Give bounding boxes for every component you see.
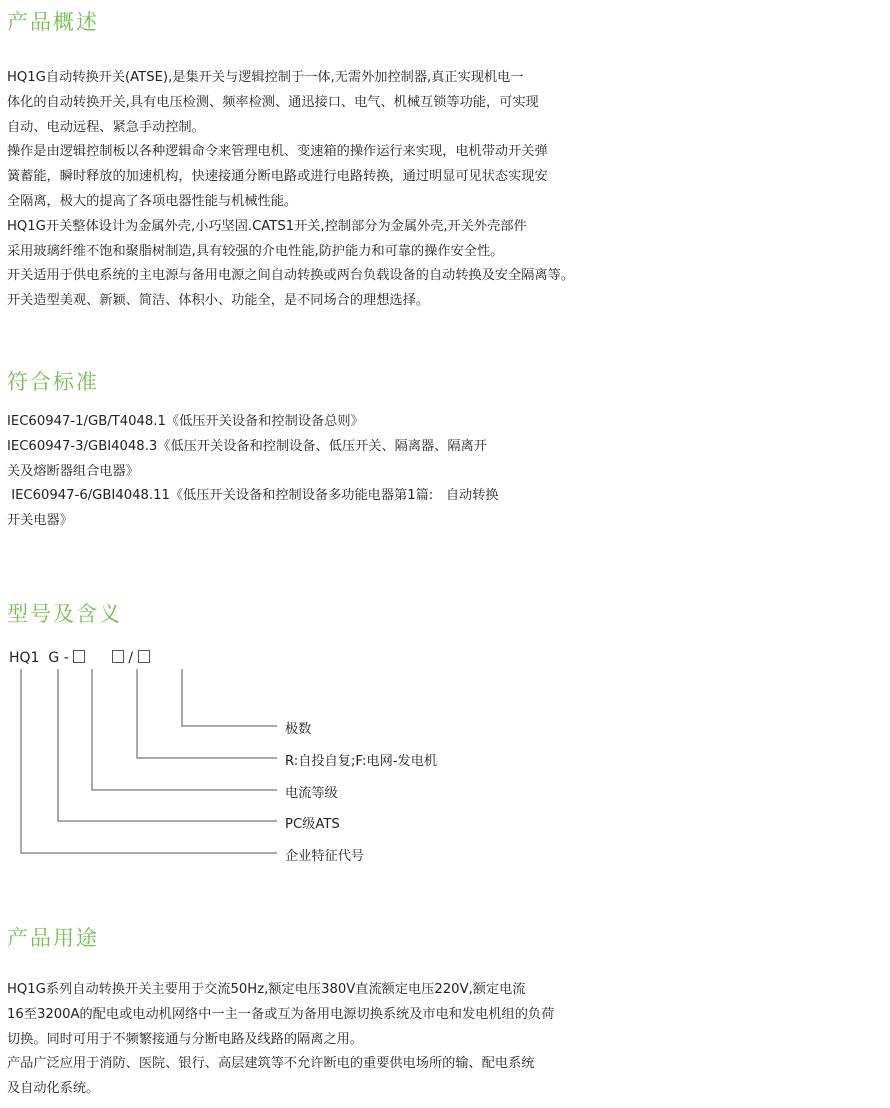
text-line: 采用玻璃纤维不饱和聚脂树制造,具有较强的介电性能,防护能力和可靠的操作安全性。	[7, 243, 504, 259]
leader-line-poles	[182, 669, 277, 726]
legend-current: 电流等级	[285, 786, 338, 801]
standard-line: 关及熔断器组合电器》	[7, 463, 139, 479]
text-line: 操作是由逻辑控制板以各种逻辑命令来管理电机、变速箱的操作运行来实现，电机带动开关弹	[7, 144, 548, 160]
code-dash: -	[63, 650, 69, 666]
leader-line-current	[92, 669, 277, 790]
standard-line: 开关电器》	[7, 513, 73, 529]
text-line: HQ1G自动转换开关(ATSE),是集开关与逻辑控制于一体,无需外加控制器,真正实现机电一	[7, 70, 524, 85]
text-line: 产品广泛应用于消防、医院、银行、高层建筑等不允许断电的重要供电场所的输、配电系统	[7, 1056, 535, 1072]
section-title-model: 型号及含义	[7, 602, 122, 626]
code-slash: /	[128, 650, 134, 666]
usage-text	[7, 978, 647, 1102]
text-line: 16至3200A的配电或电动机网络中一主一备或互为备用电源切换系统及市电和发电机组的负荷	[7, 1006, 555, 1022]
text-line: 开关适用于供电系统的主电源与备用电源之间自动转换或两台负载设备的自动转换及安全隔离等。	[7, 268, 575, 284]
standard-line: IEC60947-3/GBI4048.3《低压开关设备和控制设备、低压开关、隔离器、隔离开	[7, 438, 487, 454]
text-line: 簧蓄能，瞬时释放的加速机构，快速接通分断电路或进行电路转换，通过明显可见状态实现安	[7, 169, 548, 185]
text-line: 及自动化系统。	[7, 1081, 100, 1097]
code-prefix: HQ1	[9, 650, 40, 666]
leader-line-pc	[58, 669, 277, 821]
section-title-overview: 产品概述	[7, 10, 99, 34]
legend-poles: 极数	[285, 722, 312, 737]
text-line: 切换。同时可用于不频繁接通与分断电路及线路的隔离之用。	[7, 1031, 364, 1047]
section-title-usage: 产品用途	[7, 926, 99, 950]
standard-line: IEC60947-6/GBI4048.11《低压开关设备和控制设备多功能电器第1篇: 自动转换	[7, 488, 499, 504]
text-line: 自动、电动远程、紧急手动控制。	[7, 119, 205, 135]
text-line: 体化的自动转换开关,具有电压检测、频率检测、通迅接口、电气、机械互锁等功能，可实现	[7, 94, 539, 110]
legend-pc-ats: PC级ATS	[285, 817, 340, 832]
legend-mode: R:自投自复;F:电网-发电机	[285, 754, 438, 769]
leader-line-enterprise	[21, 669, 277, 853]
text-line: 全隔离，极大的提高了各项电器性能与机械性能。	[7, 193, 298, 209]
text-line: HQ1G开关整体设计为金属外壳,小巧坚固.CATS1开关,控制部分为金属外壳,开关外壳部件	[7, 218, 527, 234]
text-line: HQ1G系列自动转换开关主要用于交流50Hz,额定电压380V直流额定电压220V,额定电流	[7, 982, 526, 997]
code-letter: G	[48, 650, 60, 666]
section-title-standards: 符合标准	[7, 370, 99, 394]
legend-enterprise-code: 企业特征代号	[285, 849, 365, 864]
standard-line: IEC60947-1/GB/T4048.1《低压开关设备和控制设备总则》	[7, 414, 364, 429]
leader-line-mode	[137, 669, 277, 758]
text-line: 开关造型美观、新颖、简洁、体积小、功能全，是不同场合的理想选择。	[7, 293, 429, 309]
